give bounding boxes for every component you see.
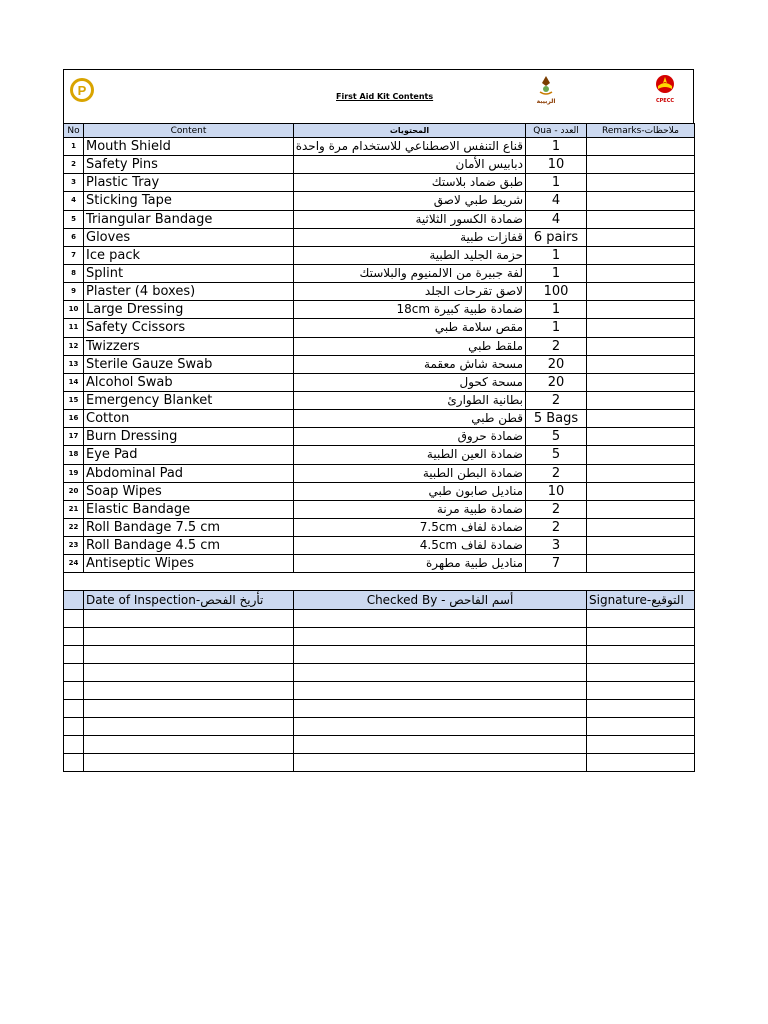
item-arabic: قفازات طبية (294, 228, 526, 246)
inspection-checked-cell[interactable] (294, 664, 587, 682)
inspection-date-cell[interactable] (84, 682, 294, 700)
item-number: 2 (64, 156, 84, 174)
table-row (64, 518, 695, 536)
item-number: 6 (64, 228, 84, 246)
inspection-row (64, 664, 695, 682)
item-quantity: 1 (526, 301, 587, 319)
item-content: Antiseptic Wipes (84, 555, 294, 573)
col-header-remarks: Remarks-ملاحظات (587, 124, 695, 138)
inspection-checked-cell[interactable] (294, 736, 587, 754)
item-content: Large Dressing (84, 301, 294, 319)
inspection-blank-cell[interactable] (64, 628, 84, 646)
item-quantity: 4 (526, 192, 587, 210)
inspection-signature-cell[interactable] (587, 754, 695, 772)
table-header-row (64, 124, 695, 138)
inspection-row (64, 628, 695, 646)
col-header-no: No (64, 124, 84, 138)
item-content: Cotton (84, 410, 294, 428)
table-row (64, 410, 695, 428)
inspection-signature-cell[interactable] (587, 664, 695, 682)
item-number: 22 (64, 518, 84, 536)
item-content: Gloves (84, 228, 294, 246)
inspection-date-cell[interactable] (84, 700, 294, 718)
item-quantity: 10 (526, 156, 587, 174)
inspection-signature-cell[interactable] (587, 646, 695, 664)
inspection-blank-cell[interactable] (64, 736, 84, 754)
item-remarks[interactable] (587, 355, 695, 373)
item-number: 24 (64, 555, 84, 573)
item-content: Sticking Tape (84, 192, 294, 210)
inspection-blank-cell[interactable] (64, 718, 84, 736)
item-arabic: ضمادة لفاف 7.5cm (294, 518, 526, 536)
item-quantity: 4 (526, 210, 587, 228)
table-row (64, 228, 695, 246)
table-row (64, 283, 695, 301)
item-quantity: 3 (526, 537, 587, 555)
item-content: Sterile Gauze Swab (84, 355, 294, 373)
item-arabic: مسحة كحول (294, 373, 526, 391)
item-arabic: ضمادة طبية كبيرة 18cm (294, 301, 526, 319)
item-number: 18 (64, 446, 84, 464)
inspection-signature-cell[interactable] (587, 628, 695, 646)
item-arabic: طبق ضماد بلاستك (294, 174, 526, 192)
sheet-header (63, 69, 694, 123)
item-remarks[interactable] (587, 156, 695, 174)
item-remarks[interactable] (587, 301, 695, 319)
item-number: 19 (64, 464, 84, 482)
inspection-date-cell[interactable] (84, 754, 294, 772)
item-remarks[interactable] (587, 210, 695, 228)
item-content: Roll Bandage 4.5 cm (84, 537, 294, 555)
table-row (64, 537, 695, 555)
table-row (64, 500, 695, 518)
item-content: Ice pack (84, 246, 294, 264)
item-content: Alcohol Swab (84, 373, 294, 391)
spacer-row (64, 573, 695, 591)
signature-header: Signature-التوقيع (587, 591, 695, 610)
item-quantity: 1 (526, 174, 587, 192)
item-quantity: 2 (526, 500, 587, 518)
inspection-table (63, 573, 695, 772)
item-remarks[interactable] (587, 174, 695, 192)
item-content: Abdominal Pad (84, 464, 294, 482)
item-content: Safety Ccissors (84, 319, 294, 337)
table-row (64, 192, 695, 210)
item-remarks[interactable] (587, 464, 695, 482)
inspection-date-cell[interactable] (84, 628, 294, 646)
inspection-row (64, 700, 695, 718)
inspection-row (64, 754, 695, 772)
item-quantity: 2 (526, 337, 587, 355)
item-number: 10 (64, 301, 84, 319)
item-number: 20 (64, 482, 84, 500)
item-remarks[interactable] (587, 264, 695, 282)
item-content: Plastic Tray (84, 174, 294, 192)
item-remarks[interactable] (587, 555, 695, 573)
item-quantity: 10 (526, 482, 587, 500)
item-quantity: 2 (526, 391, 587, 409)
item-remarks[interactable] (587, 138, 695, 156)
kit-contents-table (63, 123, 695, 573)
item-quantity: 2 (526, 464, 587, 482)
item-number: 17 (64, 428, 84, 446)
item-quantity: 1 (526, 264, 587, 282)
table-row (64, 174, 695, 192)
inspection-blank-cell[interactable] (64, 682, 84, 700)
cpecc-logo-icon (654, 74, 676, 104)
item-content: Eye Pad (84, 446, 294, 464)
table-row (64, 156, 695, 174)
item-quantity: 5 Bags (526, 410, 587, 428)
item-arabic: مسحة شاش معقمة (294, 355, 526, 373)
item-arabic: دبابيس الأمان (294, 156, 526, 174)
item-number: 23 (64, 537, 84, 555)
item-number: 7 (64, 246, 84, 264)
item-content: Soap Wipes (84, 482, 294, 500)
item-arabic: مناديل طبية مطهرة (294, 555, 526, 573)
item-content: Plaster (4 boxes) (84, 283, 294, 301)
item-number: 21 (64, 500, 84, 518)
inspection-checked-cell[interactable] (294, 610, 587, 628)
inspection-checked-cell[interactable] (294, 628, 587, 646)
item-remarks[interactable] (587, 246, 695, 264)
item-content: Safety Pins (84, 156, 294, 174)
item-content: Splint (84, 264, 294, 282)
item-arabic: ملقط طبي (294, 337, 526, 355)
table-row (64, 355, 695, 373)
item-quantity: 100 (526, 283, 587, 301)
item-number: 13 (64, 355, 84, 373)
item-quantity: 20 (526, 373, 587, 391)
item-number: 16 (64, 410, 84, 428)
inspection-date-cell[interactable] (84, 646, 294, 664)
inspection-blank-cell[interactable] (64, 754, 84, 772)
inspection-date-cell[interactable] (84, 664, 294, 682)
item-quantity: 6 pairs (526, 228, 587, 246)
cpecc-logo-caption: CPECC (655, 98, 675, 104)
inspection-checked-cell[interactable] (294, 646, 587, 664)
item-remarks[interactable] (587, 446, 695, 464)
date-of-inspection-header: Date of Inspection-تأريخ الفحص (84, 591, 294, 610)
table-row (64, 373, 695, 391)
item-number: 1 (64, 138, 84, 156)
item-quantity: 2 (526, 518, 587, 536)
inspection-checked-cell[interactable] (294, 700, 587, 718)
item-arabic: شريط طبي لاصق (294, 192, 526, 210)
item-arabic: لاصق تقرحات الجلد (294, 283, 526, 301)
inspection-row (64, 646, 695, 664)
item-remarks[interactable] (587, 319, 695, 337)
item-quantity: 5 (526, 428, 587, 446)
item-number: 5 (64, 210, 84, 228)
item-remarks[interactable] (587, 283, 695, 301)
col-header-content: Content (84, 124, 294, 138)
item-arabic: مناديل صابون طبي (294, 482, 526, 500)
item-number: 15 (64, 391, 84, 409)
item-arabic: ضمادة طبية مرنة (294, 500, 526, 518)
item-quantity: 7 (526, 555, 587, 573)
table-row (64, 138, 695, 156)
item-number: 8 (64, 264, 84, 282)
item-remarks[interactable] (587, 537, 695, 555)
item-number: 11 (64, 319, 84, 337)
inspection-blank-cell[interactable] (64, 646, 84, 664)
item-arabic: قناع التنفس الاصطناعي للاستخدام مرة واحدة (294, 138, 526, 156)
item-remarks[interactable] (587, 228, 695, 246)
item-arabic: ضمادة الكسور الثلاثية (294, 210, 526, 228)
table-row (64, 464, 695, 482)
item-arabic: ضمادة حروق (294, 428, 526, 446)
item-remarks[interactable] (587, 482, 695, 500)
item-arabic: حزمة الجليد الطبية (294, 246, 526, 264)
item-arabic: قطن طبي (294, 410, 526, 428)
item-content: Mouth Shield (84, 138, 294, 156)
col-header-qty: Qua - العدد (526, 124, 587, 138)
inspection-row (64, 736, 695, 754)
inspection-row (64, 610, 695, 628)
item-arabic: ضمادة البطن الطبية (294, 464, 526, 482)
item-remarks[interactable] (587, 410, 695, 428)
item-remarks[interactable] (587, 192, 695, 210)
inspection-header-blank (64, 591, 84, 610)
inspection-checked-cell[interactable] (294, 682, 587, 700)
item-remarks[interactable] (587, 500, 695, 518)
table-row (64, 264, 695, 282)
item-remarks[interactable] (587, 518, 695, 536)
item-arabic: ضمادة لفاف 4.5cm (294, 537, 526, 555)
inspection-date-cell[interactable] (84, 736, 294, 754)
item-number: 9 (64, 283, 84, 301)
first-aid-sheet (63, 69, 694, 772)
table-row (64, 391, 695, 409)
partner-logo-caption: الربيبة (536, 98, 556, 105)
item-remarks[interactable] (587, 391, 695, 409)
item-arabic: ضمادة العين الطبية (294, 446, 526, 464)
item-content: Triangular Bandage (84, 210, 294, 228)
inspection-blank-cell[interactable] (64, 610, 84, 628)
item-quantity: 1 (526, 138, 587, 156)
item-remarks[interactable] (587, 373, 695, 391)
item-quantity: 1 (526, 319, 587, 337)
table-row (64, 428, 695, 446)
table-row (64, 337, 695, 355)
item-content: Burn Dressing (84, 428, 294, 446)
partner-logo-icon (536, 74, 556, 106)
table-row (64, 319, 695, 337)
inspection-signature-cell[interactable] (587, 682, 695, 700)
item-number: 12 (64, 337, 84, 355)
item-number: 14 (64, 373, 84, 391)
inspection-blank-cell[interactable] (64, 664, 84, 682)
checked-by-header: Checked By - أسم الفاحص (294, 591, 587, 610)
inspection-signature-cell[interactable] (587, 718, 695, 736)
inspection-checked-cell[interactable] (294, 754, 587, 772)
item-number: 3 (64, 174, 84, 192)
document-title: First Aid Kit Contents (336, 92, 434, 101)
item-remarks[interactable] (587, 337, 695, 355)
inspection-signature-cell[interactable] (587, 610, 695, 628)
item-number: 4 (64, 192, 84, 210)
col-header-arabic: المحتويات (294, 124, 526, 138)
inspection-date-cell[interactable] (84, 610, 294, 628)
inspection-signature-cell[interactable] (587, 700, 695, 718)
table-row (64, 301, 695, 319)
item-quantity: 20 (526, 355, 587, 373)
inspection-signature-cell[interactable] (587, 736, 695, 754)
item-arabic: مقص سلامة طبي (294, 319, 526, 337)
item-content: Elastic Bandage (84, 500, 294, 518)
table-row (64, 555, 695, 573)
inspection-checked-cell[interactable] (294, 718, 587, 736)
item-quantity: 5 (526, 446, 587, 464)
item-arabic: لفة جبيرة من الالمنيوم والبلاستك (294, 264, 526, 282)
company-logo-icon (68, 76, 96, 104)
item-content: Roll Bandage 7.5 cm (84, 518, 294, 536)
inspection-row (64, 718, 695, 736)
inspection-row (64, 682, 695, 700)
item-arabic: بطانية الطوارئ (294, 391, 526, 409)
item-remarks[interactable] (587, 428, 695, 446)
table-row (64, 246, 695, 264)
item-content: Emergency Blanket (84, 391, 294, 409)
table-row (64, 210, 695, 228)
table-row (64, 446, 695, 464)
inspection-header-row (64, 591, 695, 610)
svg-text:P: P (77, 83, 87, 98)
item-quantity: 1 (526, 246, 587, 264)
item-content: Twizzers (84, 337, 294, 355)
inspection-date-cell[interactable] (84, 718, 294, 736)
table-row (64, 482, 695, 500)
inspection-blank-cell[interactable] (64, 700, 84, 718)
